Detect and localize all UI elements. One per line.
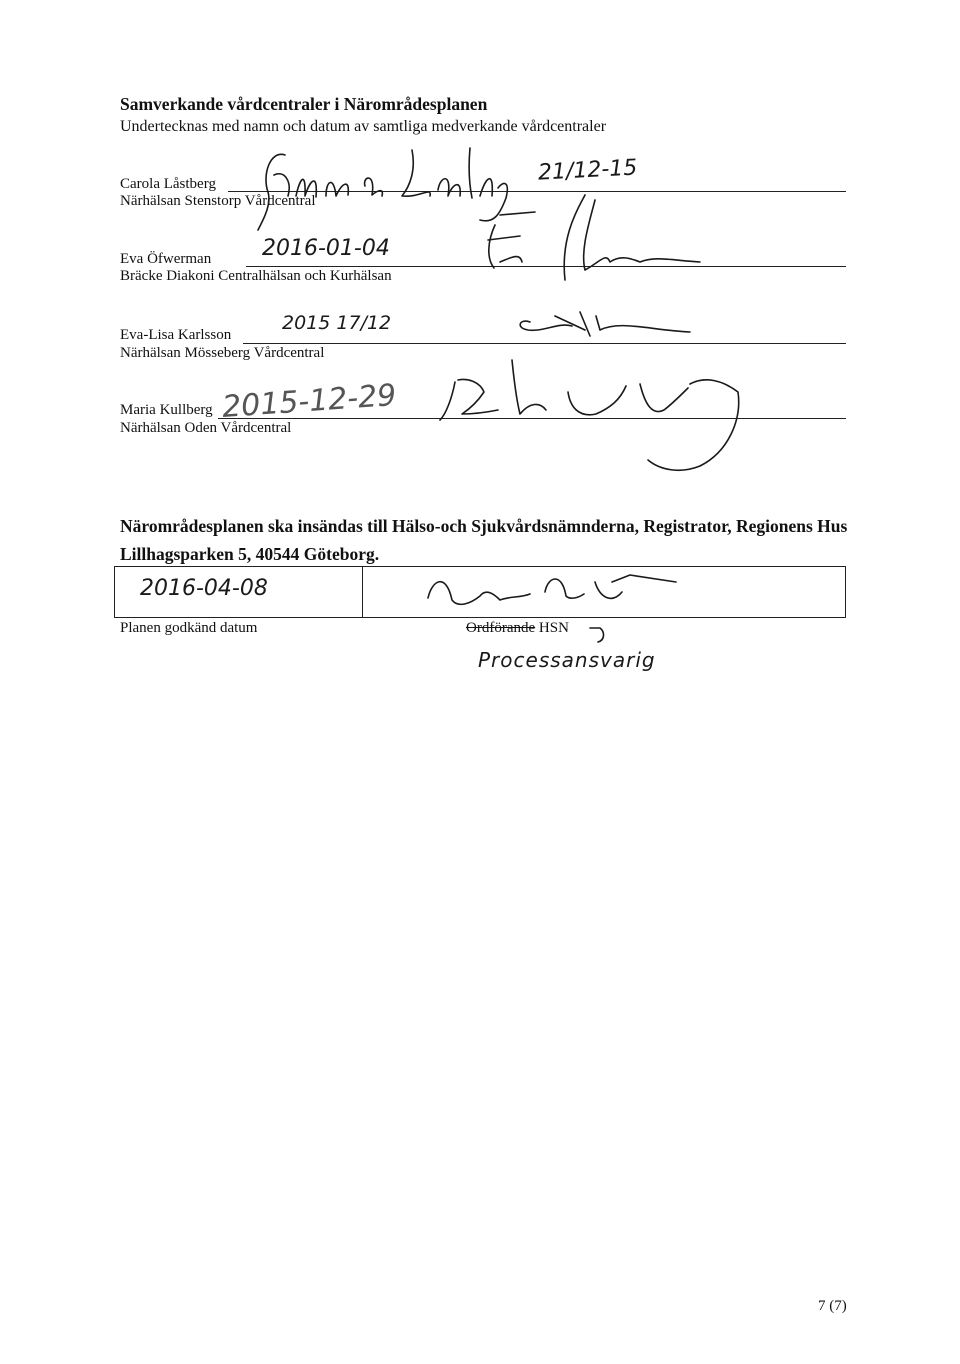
chair-label-struck: Ordförande bbox=[466, 620, 536, 636]
signatory-organization: Bräcke Diakoni Centralhälsan och Kurhälsan bbox=[120, 268, 392, 284]
handwritten-note: Processansvarig bbox=[478, 648, 656, 672]
handwritten-date: 21/12-15 bbox=[537, 155, 638, 186]
signatory-name: Eva-Lisa Karlsson bbox=[120, 327, 232, 343]
signature-eva-o bbox=[488, 195, 700, 280]
handwritten-date: 2015 17/12 bbox=[282, 312, 392, 334]
signature-approval-extra bbox=[590, 628, 604, 642]
chair-label bbox=[466, 620, 569, 637]
page-number: 7 (7) bbox=[818, 1298, 847, 1314]
signatory-organization: Närhälsan Mösseberg Vårdcentral bbox=[120, 345, 325, 361]
signatory-organization: Närhälsan Stenstorp Vårdcentral bbox=[120, 193, 316, 209]
approval-date-label: Planen godkänd datum bbox=[120, 620, 258, 636]
signature-evalisa bbox=[520, 312, 690, 336]
signatory-name: Maria Kullberg bbox=[120, 402, 213, 418]
document-subtitle: Undertecknas med namn och datum av samtliga medverkande vårdcentraler bbox=[120, 118, 607, 135]
approval-handwritten-date: 2016-04-08 bbox=[140, 576, 268, 601]
signatory-name: Carola Låstberg bbox=[120, 176, 216, 192]
handwritten-date: 2015-12-29 bbox=[220, 377, 398, 426]
signature-maria bbox=[440, 360, 739, 470]
signature-carola bbox=[258, 148, 507, 230]
signatory-organization: Närhälsan Oden Vårdcentral bbox=[120, 420, 292, 436]
handwritten-date: 2016-01-04 bbox=[262, 236, 390, 261]
document-title: Samverkande vårdcentraler i Närområdesplanen bbox=[120, 94, 488, 114]
signatory-name: Eva Öfwerman bbox=[120, 251, 212, 267]
submission-instruction: Närområdesplanen ska insändas till Hälso-och Sjukvårdsnämnderna, Registrator, Regionens Hus Lillhagsparken 5, 40544 Göteborg. bbox=[120, 516, 848, 564]
approval-box-divider bbox=[362, 567, 363, 617]
chair-label-suffix: HSN bbox=[538, 620, 569, 636]
